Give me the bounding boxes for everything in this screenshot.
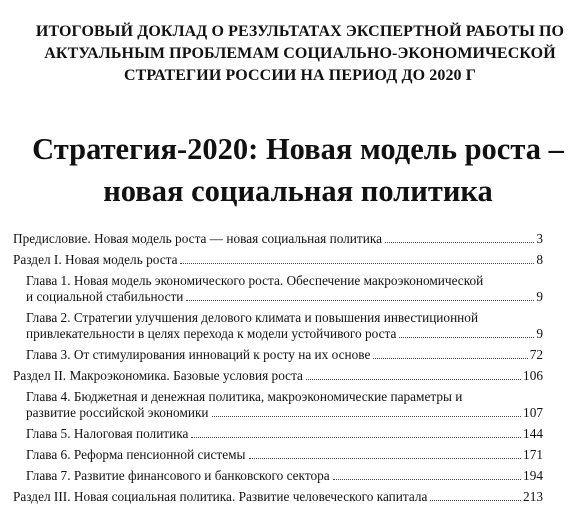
toc-dot-leader (430, 499, 521, 501)
toc-dot-leader (249, 457, 522, 459)
toc-entry-chapter-1[interactable] (13, 273, 543, 305)
toc-page-number: 8 (536, 252, 543, 267)
report-header-line: ИТОГОВЫЙ ДОКЛАД О РЕЗУЛЬТАТАХ ЭКСПЕРТНОЙ РАБОТЫ ПО (35, 23, 565, 40)
document-title-line: Стратегия-2020: Новая модель роста – (32, 132, 564, 166)
toc-page-number: 171 (523, 447, 543, 462)
report-header-line: СТРАТЕГИИ РОССИИ НА ПЕРИОД ДО 2020 Г (123, 67, 477, 84)
toc-dot-leader (191, 436, 521, 438)
toc-entry-section-1[interactable] (13, 252, 543, 268)
toc-page-number: 9 (536, 289, 543, 304)
toc-entry-title-continued: развитие российской экономики (26, 405, 209, 420)
toc-entry-chapter-2[interactable] (13, 310, 543, 342)
toc-entry-title: Глава 3. От стимулирования инноваций к росту на их основе (26, 347, 371, 362)
toc-entry-title: Глава 2. Стратегии улучшения делового климата и повышения инвестиционной (26, 310, 479, 325)
toc-entry-chapter-6[interactable] (13, 447, 543, 463)
toc-entry-chapter-5[interactable] (13, 426, 543, 442)
toc-entry-title: Раздел I. Новая модель роста (13, 252, 178, 267)
toc-page-number: 9 (536, 326, 543, 341)
table-of-contents (13, 231, 543, 505)
toc-dot-leader (212, 415, 522, 417)
toc-entry-section-2[interactable] (13, 368, 543, 384)
toc-entry-title: Глава 7. Развитие финансового и банковского сектора (26, 468, 330, 483)
toc-entry-chapter-3[interactable] (13, 347, 543, 363)
toc-dot-leader (399, 336, 534, 338)
toc-dot-leader (186, 299, 534, 301)
toc-entry-title-continued: и социальной стабильности (26, 289, 184, 304)
document-title (8, 128, 588, 212)
toc-entry-title-continued: привлекательности в целях перехода к модели устойчивого роста (26, 326, 397, 341)
toc-dot-leader (373, 357, 527, 359)
toc-entry-title: Раздел III. Новая социальная политика. Развитие человеческого капитала (13, 489, 428, 504)
toc-dot-leader (180, 262, 534, 264)
toc-dot-leader (385, 241, 534, 243)
toc-entry-preface[interactable] (13, 231, 543, 247)
toc-entry-chapter-7[interactable] (13, 468, 543, 484)
toc-page-number: 194 (523, 468, 543, 483)
toc-page-number: 107 (523, 405, 543, 420)
toc-dot-leader (333, 478, 521, 480)
toc-entry-title: Раздел II. Макроэкономика. Базовые условия роста (13, 368, 303, 383)
toc-page-number: 144 (523, 426, 543, 441)
toc-entry-title: Глава 1. Новая модель экономического роста. Обеспечение макроэкономической (26, 273, 484, 288)
toc-dot-leader (306, 378, 521, 380)
toc-entry-title: Глава 4. Бюджетная и денежная политика, макроэкономические параметры и (26, 389, 463, 404)
toc-entry-chapter-4[interactable] (13, 389, 543, 421)
toc-entry-title: Предисловие. Новая модель роста — новая социальная политика (13, 231, 383, 246)
report-header (10, 21, 588, 87)
toc-entry-title: Глава 6. Реформа пенсионной системы (26, 447, 246, 462)
report-header-line: АКТУАЛЬНЫМ ПРОБЛЕМАМ СОЦИАЛЬНО-ЭКОНОМИЧЕСКОЙ (44, 45, 556, 62)
toc-entry-title: Глава 5. Налоговая политика (26, 426, 189, 441)
toc-entry-section-3[interactable] (13, 489, 543, 505)
toc-page-number: 3 (536, 231, 543, 246)
toc-page-number: 106 (523, 368, 543, 383)
toc-page-number: 72 (529, 347, 543, 362)
toc-page-number: 213 (523, 489, 543, 504)
document-title-line: новая социальная политика (103, 174, 493, 208)
